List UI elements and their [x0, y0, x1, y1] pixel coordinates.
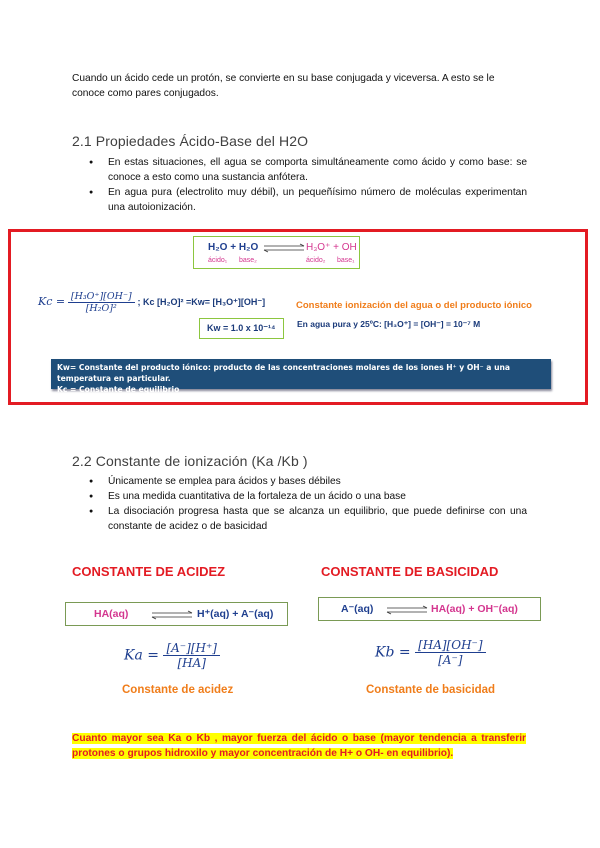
water-reaction-right: H₃O⁺ + OH — [306, 242, 357, 253]
base-reaction-left: A⁻(aq) — [341, 603, 374, 615]
acid-constant-title: CONSTANTE DE ACIDEZ — [72, 564, 226, 579]
conclusion-paragraph — [72, 731, 526, 761]
base-reaction-box — [318, 597, 541, 621]
note-kw-definition: Kw= Constante del producto iónico: producto de las concentraciones molares de los iones H⁺ y OH⁻ a una temperatura en particular. — [57, 363, 511, 383]
list-item: ● La disociación progresa hasta que se alcanza un equilibrio, que puede definirse con una constante de acidez o de basicidad — [72, 504, 527, 534]
list-item: ● En estas situaciones, ell agua se comporta simultáneamente como ácido y como base: se conoce a esto como una sustancia anfótera. — [72, 155, 527, 185]
kb-lhs: Kb = — [375, 644, 411, 661]
equilibrium-arrow-icon — [262, 243, 306, 253]
label-acid1: ácido₁ — [208, 257, 228, 264]
kb-denominator: [A⁻] — [438, 653, 463, 667]
equilibrium-arrow-icon — [385, 605, 429, 615]
section-heading-2-2: 2.2 Constante de ionización (Ka /Kb ) — [72, 453, 308, 469]
kb-fraction — [415, 638, 486, 667]
acid-reaction-box — [65, 602, 288, 626]
acid-reaction-right: H⁺(aq) + A⁻(aq) — [197, 608, 274, 620]
section2-bullet-list — [72, 474, 527, 534]
section-heading-2-1: 2.1 Propiedades Ácido-Base del H2O — [72, 133, 309, 149]
acid-reaction-left: HA(aq) — [94, 608, 129, 620]
kb-numerator: [HA][OH⁻] — [415, 638, 486, 653]
section1-bullet-list — [72, 155, 527, 215]
ka-lhs: Ka = — [124, 647, 159, 664]
kw-value: Kw = 1.0 x 10⁻¹⁴ — [207, 323, 276, 333]
ka-expression — [124, 641, 220, 670]
kc-lhs: Kc = — [38, 295, 66, 309]
kc-rest: ; Kc [H₂O]² =Kw= [H₃O⁺][OH⁻] — [137, 297, 266, 308]
list-item: ● En agua pura (electrolito muy débil), un pequeñísimo número de moléculas experimentan una autoionización. — [72, 185, 527, 215]
list-item: ● Es una medida cuantitativa de la fortaleza de un ácido o una base — [72, 489, 527, 504]
kw-note: En agua pura y 25ºC: [H₃O⁺] = [OH⁻] = 10⁻⁷ M — [297, 319, 481, 329]
ka-fraction — [163, 641, 220, 670]
base-constant-title: CONSTANTE DE BASICIDAD — [321, 564, 499, 579]
label-acid2: ácido₂ — [306, 257, 326, 264]
label-base1: base₁ — [337, 257, 355, 264]
kc-expression — [38, 291, 265, 314]
acid-caption: Constante de acidez — [122, 684, 234, 696]
note-kc-definition: Kc = Constante de equilibrio — [57, 385, 180, 394]
definitions-note-bar — [51, 359, 551, 394]
base-caption: Constante de basicidad — [366, 684, 496, 696]
kw-value-box — [199, 318, 284, 339]
kc-fraction — [68, 291, 135, 314]
kc-numerator: [H₃O⁺][OH⁻] — [68, 291, 135, 303]
ka-denominator: [HA] — [177, 656, 206, 670]
ka-numerator: [A⁻][H⁺] — [163, 641, 220, 656]
equilibrium-arrow-icon — [150, 610, 194, 620]
kb-expression — [375, 638, 486, 667]
list-item: ● Únicamente se emplea para ácidos y bases débiles — [72, 474, 527, 489]
base-reaction-right: HA(aq) + OH⁻(aq) — [431, 603, 518, 615]
conclusion-text: Cuanto mayor sea Ka o Kb , mayor fuerza del ácido o base (mayor tendencia a transferir protones o grupos hidroxilo y mayor concentración de H+ o OH- en equilibrio). — [72, 733, 526, 759]
water-reaction-left: H₂O + H₂O — [208, 242, 259, 253]
kw-title: Constante ionización del agua o del producto iónico — [296, 300, 532, 311]
kc-denominator: [H₂O]² — [85, 303, 117, 314]
label-base2: base₂ — [239, 257, 257, 264]
intro-paragraph: Cuando un ácido cede un protón, se convierte en su base conjugada y viceversa. A esto se le conoce como pares conjugados. — [72, 73, 495, 99]
water-reaction-box — [193, 236, 360, 269]
